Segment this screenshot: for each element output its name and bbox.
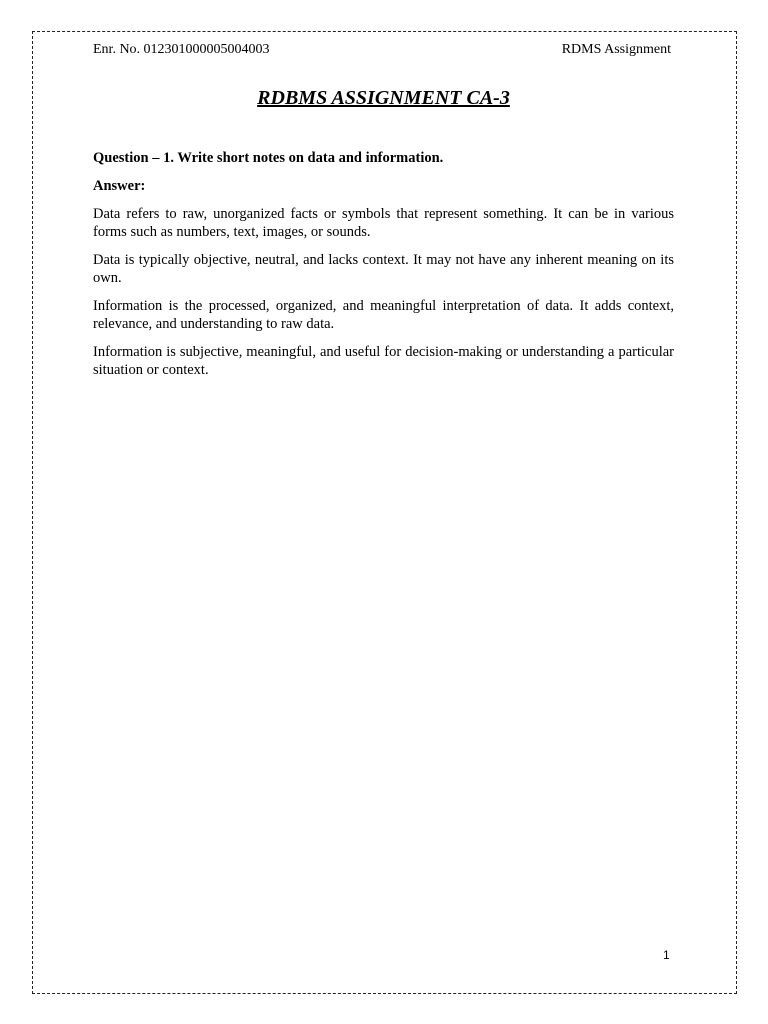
page-header <box>93 42 671 60</box>
answer-paragraph: Information is the processed, organized, and meaningful interpretation of data. It adds context, relevance, and understanding to raw data. <box>93 298 674 332</box>
document-title: RDBMS ASSIGNMENT CA-3 <box>257 87 510 109</box>
answer-paragraph: Data refers to raw, unorganized facts or symbols that represent something. It can be in various forms such as numbers, text, images, or sounds. <box>93 206 674 240</box>
answer-paragraph: Information is subjective, meaningful, and useful for decision-making or understanding a particular situation or context. <box>93 344 674 378</box>
question-section <box>93 149 674 389</box>
answer-paragraph: Data is typically objective, neutral, and lacks context. It may not have any inherent meaning on its own. <box>93 252 674 286</box>
header-subject: RDMS Assignment <box>561 42 671 57</box>
question-heading: Question – 1. Write short notes on data and information. <box>93 150 444 166</box>
answer-label: Answer: <box>93 178 146 194</box>
enrollment-number: Enr. No. 012301000005004003 <box>93 42 270 57</box>
page-number: 1 <box>663 948 670 962</box>
